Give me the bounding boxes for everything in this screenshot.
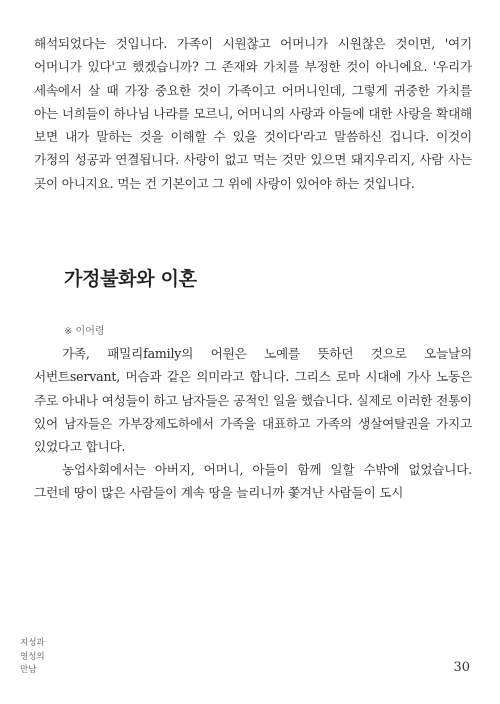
- series-title-line-1: 지성과: [20, 638, 45, 648]
- body-paragraph-2: 가족, 패밀리family의 어원은 노예를 뜻하던 것으로 오늘날의 서번트servant, 머슴과 같은 의미라고 합니다. 그리스 로마 시대에 가사 노동은 주로 아내나 여성들이 하고 남자들은 공적인 일을 했습니다. 실제로 이러한 전통이 있어 남자들은 가부장제도하에서 가족을 대표하고 가족의 생살여탈권을 가지고 있었다고 합니다.: [34, 346, 472, 455]
- series-title-line-2: 영성의: [20, 651, 45, 662]
- section-title: 가정불화와 이혼: [64, 268, 197, 290]
- body-paragraph-1: 해석되었다는 것입니다. 가족이 시원찮고 어머니가 시원찮은 것이면, '여기 어머니가 있다'고 했겠습니까? 그 존재와 가치를 부정한 것이 아니에요. '우리가 세속에서 살 때 가장 중요한 것이 가족이고 어머니인데, 그렇게 귀중한 가치를 아는 너희들이 하나님 나라를 모르니, 어머니의 사랑과 아들에 대한 사랑을 확대해 보면 내가 말하는 것을 이해할 수 있을 것이다'라고 말씀하신 겁니다. 이것이 가정의 성공과 연결됩니다. 사랑이 없고 먹는 것만 있으면 돼지우리지, 사람 사는 곳이 아니지요. 먹는 건 기본이고 그 위에 사랑이 있어야 하는 것입니다.: [34, 36, 472, 191]
- author-byline: ※ 이어령: [64, 326, 105, 337]
- book-series-title: [20, 637, 60, 678]
- body-paragraph-3: 농업사회에서는 아버지, 어머니, 아들이 함께 일할 수밖에 없었습니다. 그런데 땅이 많은 사람들이 계속 땅을 늘리니까 쫓겨난 사람들이 도시: [34, 462, 472, 501]
- series-title-line-3: 만남: [20, 665, 37, 675]
- page-number: 30: [453, 660, 470, 675]
